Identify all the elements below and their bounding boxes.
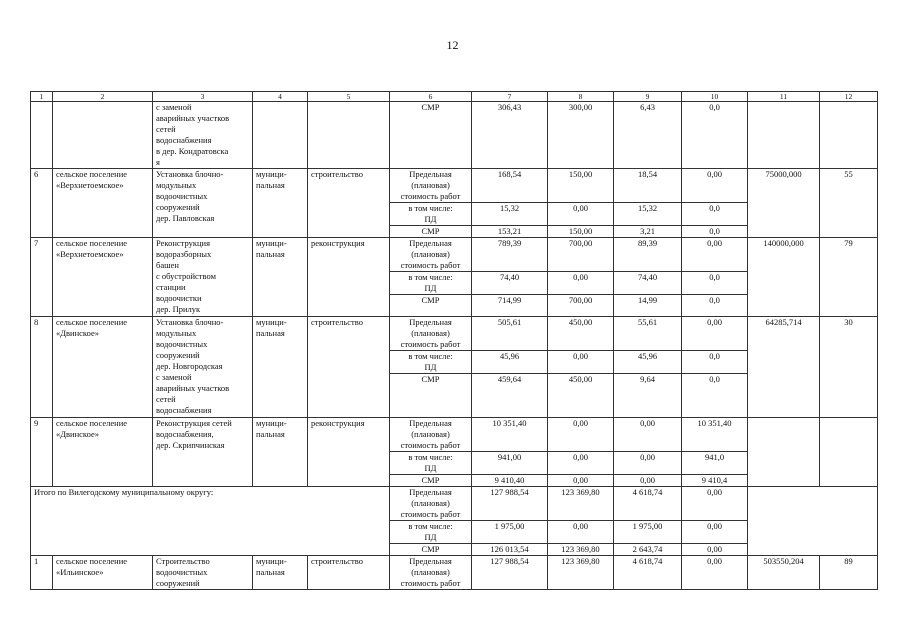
row-number: 8 — [31, 317, 53, 418]
value-col10: 0,0 — [682, 203, 748, 226]
cost-type: СМР — [390, 374, 472, 418]
cost-type: в том числе: ПД — [390, 521, 472, 544]
value-col8: 700,00 — [548, 295, 614, 317]
cost-type: Предельная (плановая) стоимость работ — [390, 487, 472, 521]
settlement: сельское поселение «Двинское» — [53, 418, 153, 487]
value-col8: 0,00 — [548, 351, 614, 374]
row-number: 7 — [31, 238, 53, 317]
value-col8: 0,00 — [548, 272, 614, 295]
value-col8: 0,00 — [548, 475, 614, 487]
cost-type: СМР — [390, 295, 472, 317]
value-col9: 4 618,74 — [614, 556, 682, 590]
work-type: строительство — [308, 169, 390, 238]
cell-empty — [253, 102, 308, 169]
col-header: 7 — [472, 92, 548, 102]
object-name: Установка блочно- модульных водоочистных сооружений дер. Павловская — [153, 169, 253, 238]
value-col7: 505,61 — [472, 317, 548, 351]
col-header: 11 — [748, 92, 820, 102]
value-col10: 0,0 — [682, 226, 748, 238]
table-row — [31, 317, 878, 351]
value-col10: 0,0 — [682, 272, 748, 295]
value-col10: 941,0 — [682, 452, 748, 475]
value-col12: 79 — [820, 238, 878, 317]
value-col7: 15,32 — [472, 203, 548, 226]
table-row — [31, 238, 878, 272]
cell-empty — [308, 102, 390, 169]
col-header: 5 — [308, 92, 390, 102]
value-col7: 168,54 — [472, 169, 548, 203]
value-col7: 306,43 — [472, 102, 548, 169]
investment-table — [30, 91, 878, 590]
value-col9: 15,32 — [614, 203, 682, 226]
value-col9: 2 643,74 — [614, 544, 682, 556]
column-number-row — [31, 92, 878, 102]
col-header: 10 — [682, 92, 748, 102]
value-col10: 0,0 — [682, 351, 748, 374]
value-col8: 123 369,80 — [548, 544, 614, 556]
settlement: сельское поселение «Ильинское» — [53, 556, 153, 590]
cost-type: Предельная (плановая) стоимость работ — [390, 169, 472, 203]
value-col11: 503550,204 — [748, 556, 820, 590]
value-col8: 0,00 — [548, 521, 614, 544]
value-col9: 55,61 — [614, 317, 682, 351]
value-col12: 30 — [820, 317, 878, 418]
table-row — [31, 418, 878, 452]
cost-type: СМР — [390, 544, 472, 556]
settlement: сельское поселение «Двинское» — [53, 317, 153, 418]
value-col7: 127 988,54 — [472, 487, 548, 521]
value-col8: 0,00 — [548, 418, 614, 452]
cost-type: СМР — [390, 475, 472, 487]
settlement: сельское поселение «Верхнетоемское» — [53, 238, 153, 317]
value-col12 — [820, 418, 878, 487]
value-col9: 1 975,00 — [614, 521, 682, 544]
value-col11 — [748, 418, 820, 487]
value-col8: 150,00 — [548, 226, 614, 238]
col-header: 12 — [820, 92, 878, 102]
work-type: реконструкция — [308, 418, 390, 487]
cost-type: Предельная (плановая) стоимость работ — [390, 556, 472, 590]
table-row — [31, 102, 878, 169]
cell-empty — [820, 102, 878, 169]
ownership: муници- пальная — [253, 238, 308, 317]
value-col8: 123 369,80 — [548, 487, 614, 521]
cell-empty — [53, 102, 153, 169]
value-col8: 700,00 — [548, 238, 614, 272]
value-col7: 9 410,40 — [472, 475, 548, 487]
value-col8: 300,00 — [548, 102, 614, 169]
work-type: строительство — [308, 556, 390, 590]
row-number: 9 — [31, 418, 53, 487]
value-col7: 127 988,54 — [472, 556, 548, 590]
value-col8: 450,00 — [548, 317, 614, 351]
cost-type: Предельная (плановая) стоимость работ — [390, 418, 472, 452]
value-col10: 0,00 — [682, 169, 748, 203]
value-col9: 6,43 — [614, 102, 682, 169]
value-col9: 0,00 — [614, 452, 682, 475]
col-header: 4 — [253, 92, 308, 102]
object-name: Установка блочно- модульных водоочистных сооружений дер. Новгородская с заменой аварийных участков сетей водоснабжения — [153, 317, 253, 418]
total-row — [31, 487, 878, 521]
cell-empty — [748, 102, 820, 169]
row-number: 1 — [31, 556, 53, 590]
object-name: Реконструкция сетей водоснабжения, дер. Скрипчинская — [153, 418, 253, 487]
ownership: муници- пальная — [253, 317, 308, 418]
value-col8: 0,00 — [548, 452, 614, 475]
value-col10: 0,0 — [682, 102, 748, 169]
value-col9: 9,64 — [614, 374, 682, 418]
cost-type: СМР — [390, 102, 472, 169]
value-col9: 74,40 — [614, 272, 682, 295]
value-col7: 941,00 — [472, 452, 548, 475]
col-header: 9 — [614, 92, 682, 102]
value-col10: 0,0 — [682, 295, 748, 317]
page-number: 12 — [446, 38, 459, 52]
value-col7: 714,99 — [472, 295, 548, 317]
cost-type: Предельная (плановая) стоимость работ — [390, 238, 472, 272]
value-col10: 10 351,40 — [682, 418, 748, 452]
cost-type: в том числе: ПД — [390, 272, 472, 295]
value-col9: 18,54 — [614, 169, 682, 203]
value-col8: 450,00 — [548, 374, 614, 418]
object-name: с заменой аварийных участков сетей водоснабжения в дер. Кондратовска я — [153, 102, 253, 169]
cost-type: в том числе: ПД — [390, 351, 472, 374]
col-header: 2 — [53, 92, 153, 102]
value-col9: 0,00 — [614, 475, 682, 487]
value-col7: 126 013,54 — [472, 544, 548, 556]
work-type: реконструкция — [308, 238, 390, 317]
value-col10: 0,00 — [682, 487, 748, 521]
value-col10: 0,00 — [682, 317, 748, 351]
row-number: 6 — [31, 169, 53, 238]
work-type: строительство — [308, 317, 390, 418]
value-col10: 0,0 — [682, 374, 748, 418]
value-col9: 4 618,74 — [614, 487, 682, 521]
cost-type: СМР — [390, 226, 472, 238]
cost-type: Предельная (плановая) стоимость работ — [390, 317, 472, 351]
col-header: 6 — [390, 92, 472, 102]
value-col9: 0,00 — [614, 418, 682, 452]
value-col8: 150,00 — [548, 169, 614, 203]
value-col10: 0,00 — [682, 556, 748, 590]
value-col7: 45,96 — [472, 351, 548, 374]
table-row — [31, 556, 878, 590]
value-col7: 153,21 — [472, 226, 548, 238]
value-col9: 14,99 — [614, 295, 682, 317]
ownership: муници- пальная — [253, 418, 308, 487]
col-header: 3 — [153, 92, 253, 102]
value-col7: 459,64 — [472, 374, 548, 418]
value-col11: 140000,000 — [748, 238, 820, 317]
value-col7: 1 975,00 — [472, 521, 548, 544]
total-label: Итого по Вилегодскому муниципальному округу: — [31, 487, 390, 556]
value-col11: 75000,000 — [748, 169, 820, 238]
value-col8: 0,00 — [548, 203, 614, 226]
value-col10: 0,00 — [682, 544, 748, 556]
value-col8: 123 369,80 — [548, 556, 614, 590]
value-col7: 10 351,40 — [472, 418, 548, 452]
ownership: муници- пальная — [253, 169, 308, 238]
settlement: сельское поселение «Верхнетоемское» — [53, 169, 153, 238]
cell-empty — [31, 102, 53, 169]
cost-type: в том числе: ПД — [390, 203, 472, 226]
object-name: Реконструкция водоразборных башен с обустройством станции водоочистки дер. Прилук — [153, 238, 253, 317]
value-col9: 89,39 — [614, 238, 682, 272]
value-col12: 55 — [820, 169, 878, 238]
ownership: муници- пальная — [253, 556, 308, 590]
value-col11: 64285,714 — [748, 317, 820, 418]
col-header: 1 — [31, 92, 53, 102]
table-row — [31, 169, 878, 203]
value-col10: 0,00 — [682, 238, 748, 272]
cell-empty — [748, 487, 878, 556]
object-name: Строительство водоочистных сооружений — [153, 556, 253, 590]
value-col7: 74,40 — [472, 272, 548, 295]
value-col7: 789,39 — [472, 238, 548, 272]
value-col10: 0,00 — [682, 521, 748, 544]
cost-type: в том числе: ПД — [390, 452, 472, 475]
col-header: 8 — [548, 92, 614, 102]
value-col10: 9 410,4 — [682, 475, 748, 487]
value-col12: 89 — [820, 556, 878, 590]
value-col9: 45,96 — [614, 351, 682, 374]
value-col9: 3,21 — [614, 226, 682, 238]
